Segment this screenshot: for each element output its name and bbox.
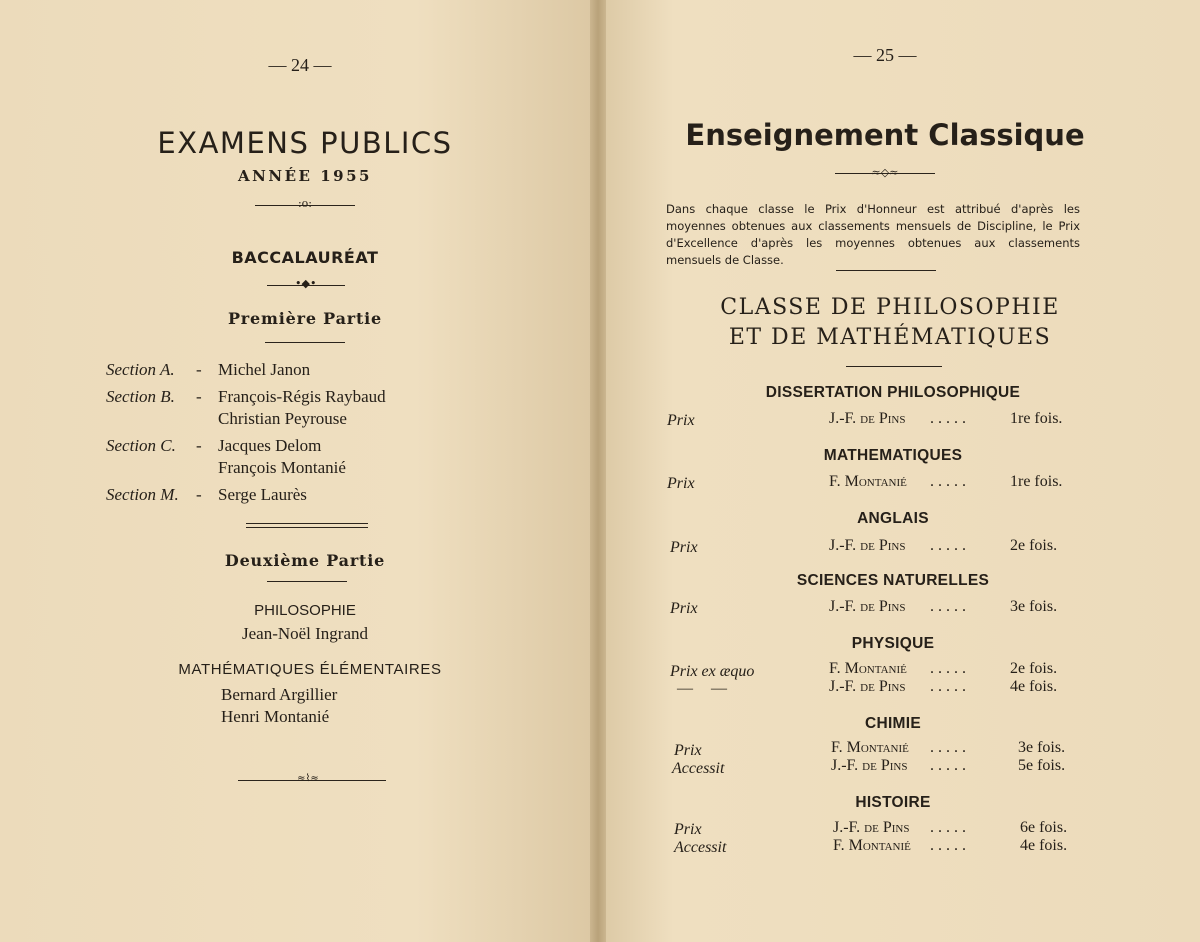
left-page-title: EXAMENS PUBLICS — [157, 126, 453, 160]
left-page-number: — 24 — — [268, 55, 332, 75]
award-name: F. Montanié — [829, 660, 907, 677]
award-name: J.-F. de Pins — [829, 410, 906, 427]
section-label: Section M. — [106, 485, 179, 504]
laureate-name: Henri Montanié — [221, 707, 330, 726]
award-rank: 2e fois. — [1010, 537, 1058, 554]
award-label: Prix — [674, 821, 702, 838]
award-rank: 1re fois. — [1010, 410, 1063, 427]
subject-heading: PHYSIQUE — [851, 635, 935, 652]
divider-rule — [846, 366, 942, 367]
deuxieme-partie-heading: Deuxième Partie — [224, 551, 386, 570]
leader-dots: . . . . . — [930, 410, 966, 427]
section-label: Section C. — [106, 436, 176, 455]
ornament-glyph: •◆• — [295, 277, 317, 290]
award-label: Prix — [670, 600, 698, 617]
section-label: Section B. — [106, 387, 175, 406]
subject-heading: MATHEMATIQUES — [823, 447, 963, 464]
leader-dots: . . . . . — [930, 537, 966, 554]
subject-heading: CHIMIE — [864, 715, 922, 732]
laureate-name: Bernard Argillier — [221, 685, 338, 704]
divider-rule — [265, 342, 345, 343]
award-name: F. Montanié — [829, 473, 907, 490]
ornament-glyph: :o: — [297, 197, 313, 210]
ornament-glyph: ≈⌇≈ — [297, 773, 319, 784]
award-name: J.-F. de Pins — [831, 757, 908, 774]
award-label: Prix — [670, 539, 698, 556]
award-rank: 3e fois. — [1010, 598, 1058, 615]
laureate-name: Christian Peyrouse — [218, 409, 347, 428]
award-name: J.-F. de Pins — [829, 537, 906, 554]
right-page-number: — 25 — — [853, 45, 917, 65]
award-rank: 6e fois. — [1020, 819, 1068, 836]
section-dash: - — [196, 485, 202, 504]
divider-rule — [836, 270, 936, 271]
book-gutter — [590, 0, 606, 942]
subject-heading: SCIENCES NATURELLES — [796, 572, 990, 589]
subject-heading: HISTOIRE — [855, 794, 931, 811]
laureate-name: Michel Janon — [218, 360, 311, 379]
leader-dots: . . . . . — [930, 660, 966, 677]
intro-paragraph: Dans chaque classe le Prix d'Honneur est attribué d'après les moyennes obtenues aux classements mensuels de Discipline, le Prix d'Excellence d'après les moyennes obtenues aux classements mensuels de Classe. — [666, 202, 1080, 267]
leader-dots: . . . . . — [930, 837, 966, 854]
leader-dots: . . . . . — [930, 819, 966, 836]
award-label: Accessit — [674, 839, 727, 856]
year-heading: ANNÉE 1955 — [238, 167, 372, 185]
section-dash: - — [196, 360, 202, 379]
class-title-line1: CLASSE DE PHILOSOPHIE — [720, 295, 1060, 320]
award-rank: 1re fois. — [1010, 473, 1063, 490]
award-name: J.-F. de Pins — [833, 819, 910, 836]
award-rank: 5e fois. — [1018, 757, 1066, 774]
leader-dots: . . . . . — [930, 598, 966, 615]
leader-dots: . . . . . — [930, 739, 966, 756]
mathematiques-elementaires-heading: MATHÉMATIQUES ÉLÉMENTAIRES — [178, 661, 442, 678]
class-title-line2: ET DE MATHÉMATIQUES — [728, 325, 1052, 350]
award-label: Prix ex æquo — [670, 663, 755, 680]
award-label: Prix — [667, 475, 695, 492]
award-rank: 2e fois. — [1010, 660, 1058, 677]
award-label: Prix — [674, 742, 702, 759]
leader-dots: . . . . . — [930, 473, 966, 490]
laureate-name: Serge Laurès — [218, 485, 307, 504]
award-rank: 3e fois. — [1018, 739, 1066, 756]
award-name: F. Montanié — [833, 837, 911, 854]
laureate-name: François Montanié — [218, 458, 346, 477]
right-page-title: Enseignement Classique — [685, 118, 1085, 152]
award-rank: 4e fois. — [1010, 678, 1058, 695]
award-label: Prix — [667, 412, 695, 429]
double-divider-rule — [246, 523, 368, 528]
subject-heading: DISSERTATION PHILOSOPHIQUE — [765, 384, 1021, 401]
leader-dots: . . . . . — [930, 678, 966, 695]
leader-dots: . . . . . — [930, 757, 966, 774]
award-label: — — — [677, 680, 727, 697]
award-name: J.-F. de Pins — [829, 598, 906, 615]
award-rank: 4e fois. — [1020, 837, 1068, 854]
premiere-partie-heading: Première Partie — [227, 309, 383, 328]
section-dash: - — [196, 387, 202, 406]
subject-heading: ANGLAIS — [857, 510, 929, 527]
award-name: J.-F. de Pins — [829, 678, 906, 695]
laureate-name: Jacques Delom — [218, 436, 322, 455]
section-dash: - — [196, 436, 202, 455]
philosophie-heading: PHILOSOPHIE — [254, 602, 356, 619]
laureate-name: François-Régis Raybaud — [218, 387, 386, 406]
laureate-name: Jean-Noël Ingrand — [241, 624, 369, 643]
divider-rule — [267, 581, 347, 582]
ornament-glyph: ≈◇≈ — [871, 166, 899, 179]
baccalaureat-heading: BACCALAURÉAT — [231, 248, 379, 267]
award-label: Accessit — [672, 760, 725, 777]
section-label: Section A. — [106, 360, 175, 379]
award-name: F. Montanié — [831, 739, 909, 756]
